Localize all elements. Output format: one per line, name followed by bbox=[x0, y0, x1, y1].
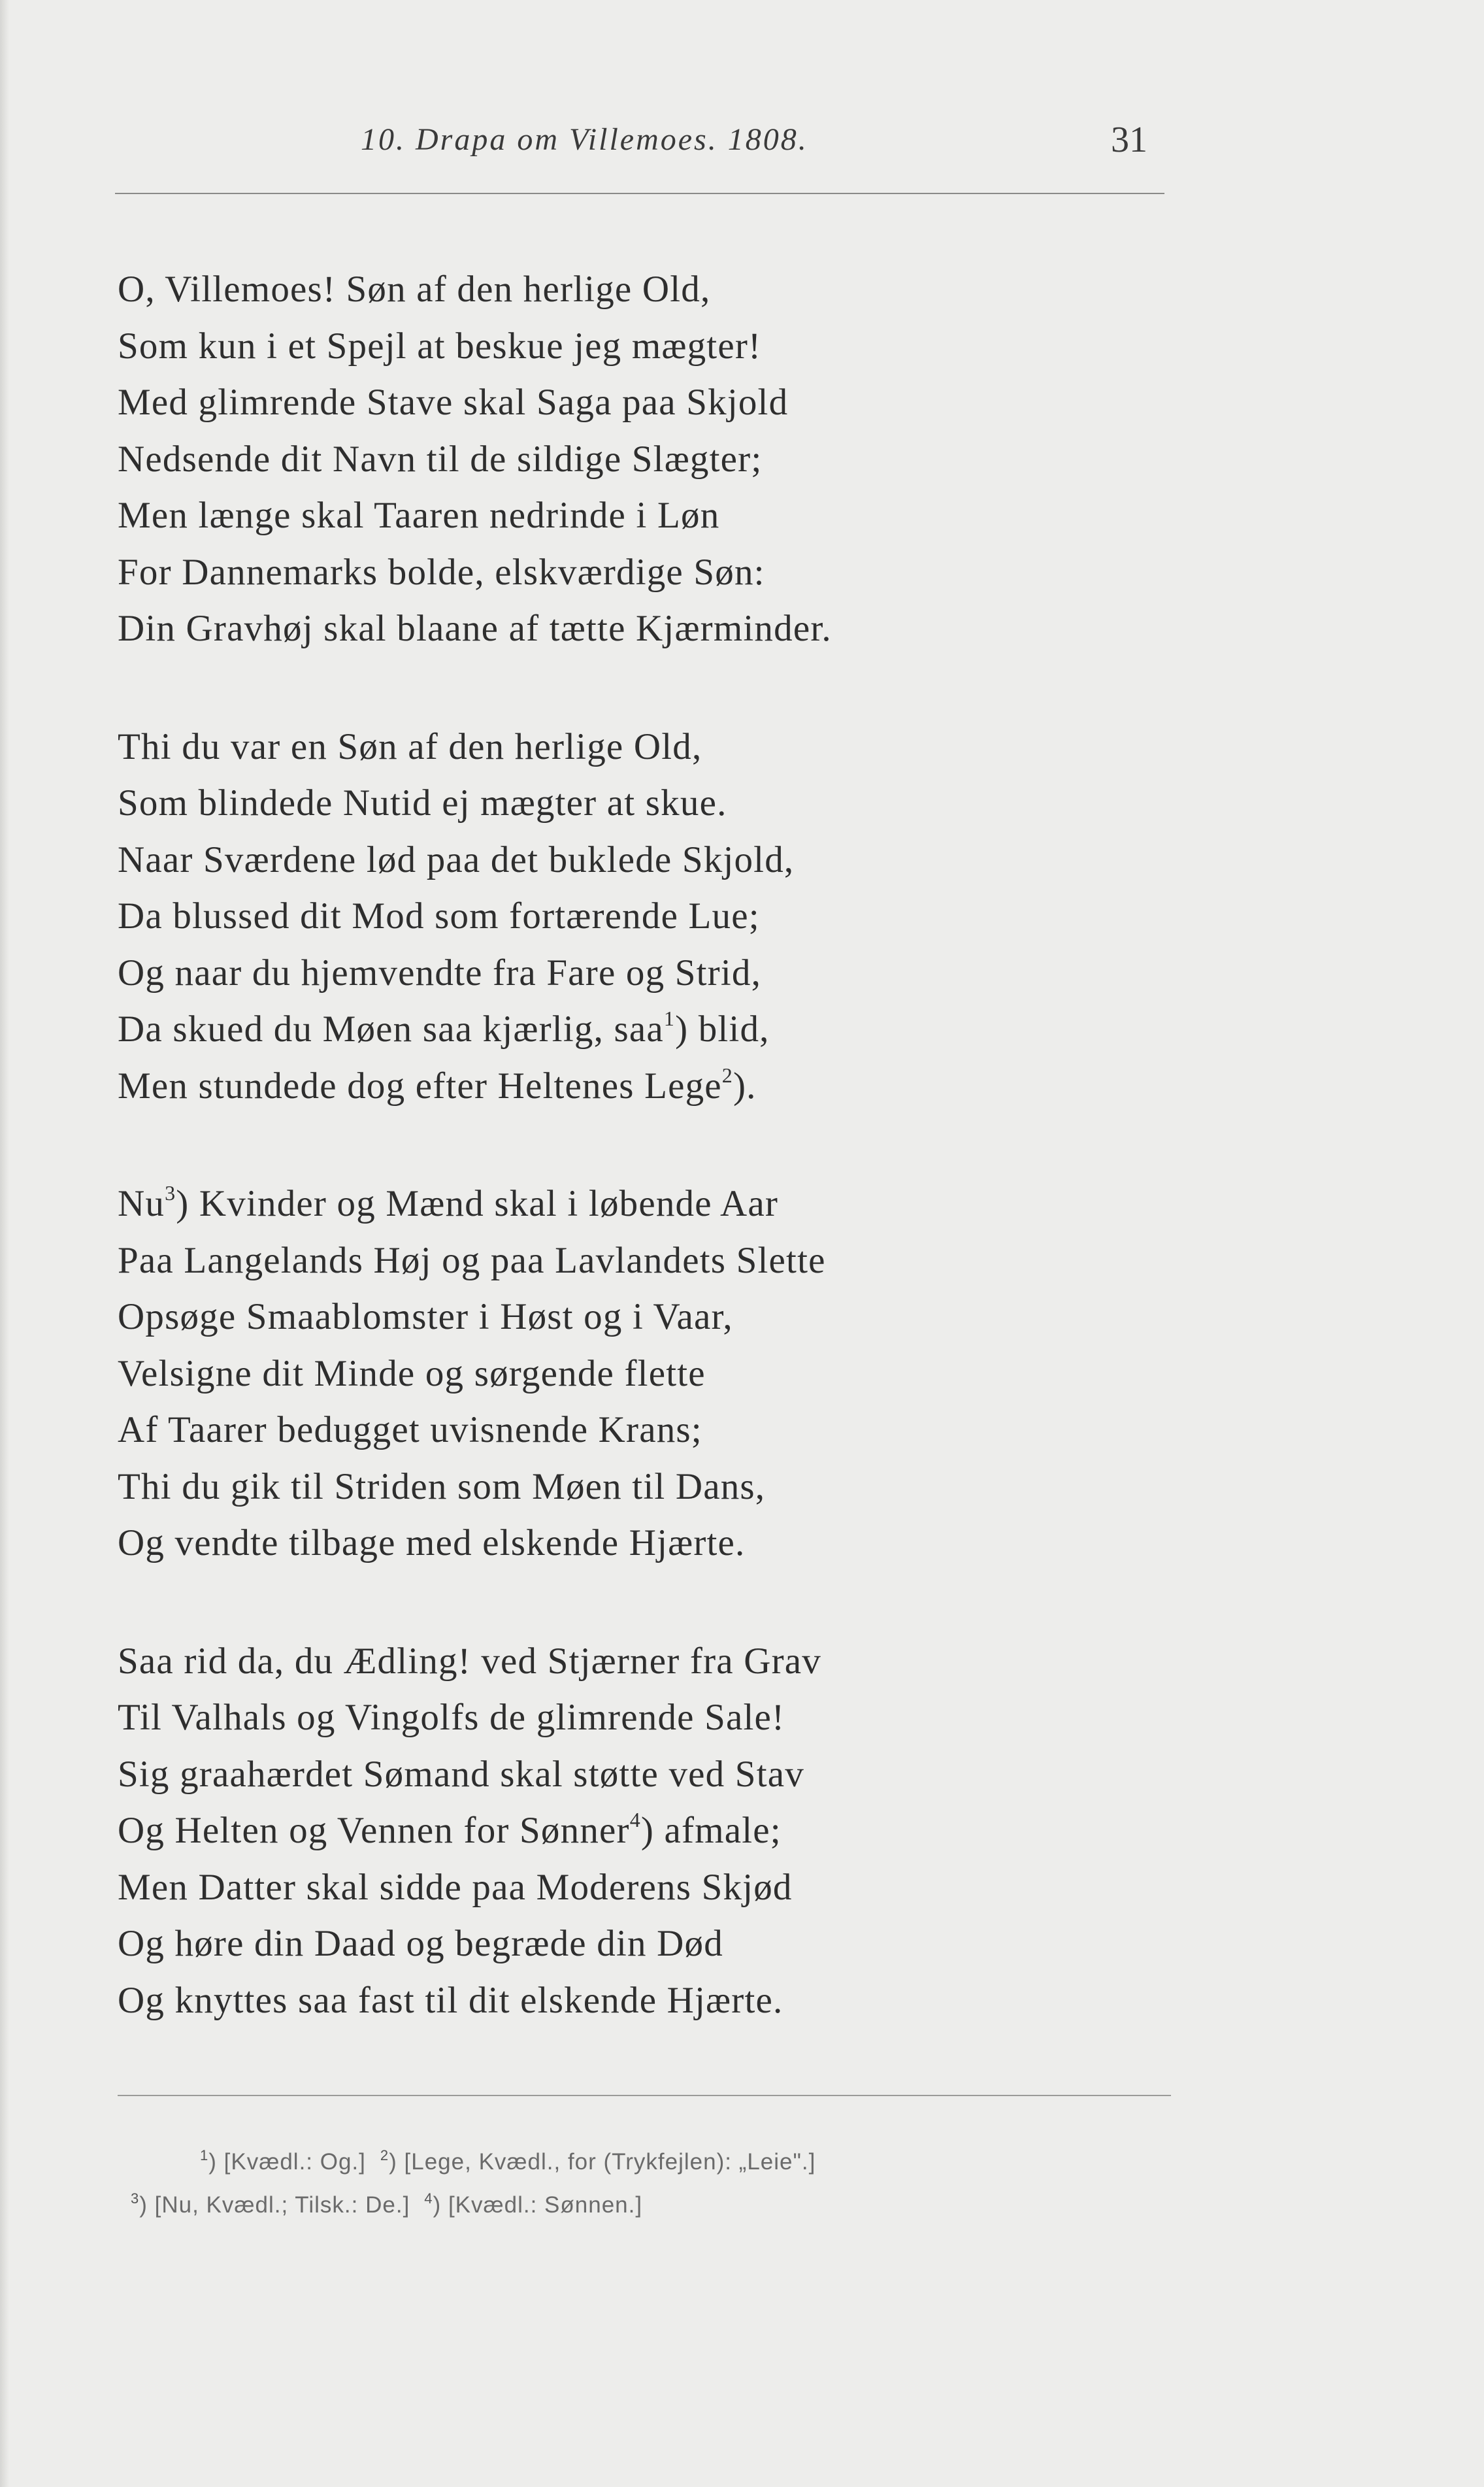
verse-line: Men længe skal Taaren nedrinde i Løn bbox=[118, 495, 720, 536]
footnote-reference: 2 bbox=[721, 1063, 733, 1087]
verse-line: Naar Sværdene lød paa det buklede Skjold, bbox=[118, 839, 795, 880]
verse-line: Opsøge Smaablomster i Høst og i Vaar, bbox=[118, 1296, 733, 1337]
footnote-line-1: $^1$) [Kvædl.: Og.] $^2$) [Lege, Kvædl., for (Trykfejlen): „Leie".] bbox=[200, 2147, 816, 2175]
verse-line: Og vendte tilbage med elskende Hjærte. bbox=[118, 1522, 746, 1563]
poem-body bbox=[118, 261, 1196, 2090]
footnote-text-1: [Kvædl.: Og.] bbox=[223, 2149, 366, 2175]
running-header bbox=[0, 122, 1484, 174]
footnote-reference: 1 bbox=[663, 1007, 676, 1030]
verse-line: Din Gravhøj skal blaane af tætte Kjærminder. bbox=[118, 608, 832, 649]
footnote-mark-1: 1 bbox=[200, 2147, 209, 2163]
footnote-text-2: [Lege, Kvædl., for (Trykfejlen): „Leie".] bbox=[404, 2149, 816, 2175]
verse-line: Som kun i et Spejl at beskue jeg mægter! bbox=[118, 325, 762, 367]
header-rule bbox=[115, 193, 1164, 194]
verse-line: Af Taarer bedugget uvisnende Krans; bbox=[118, 1409, 702, 1450]
stanza bbox=[118, 719, 1196, 1115]
verse-line: Og naar du hjemvendte fra Fare og Strid, bbox=[118, 952, 762, 993]
footnotes bbox=[131, 2141, 1242, 2227]
verse-line: Og høre din Daad og begræde din Død bbox=[118, 1923, 723, 1964]
page-number: 31 bbox=[1111, 120, 1147, 160]
verse-line: Saa rid da, du Ædling! ved Stjærner fra Grav bbox=[118, 1640, 821, 1682]
verse-line: Med glimrende Stave skal Saga paa Skjold bbox=[118, 382, 789, 423]
verse-line: Thi du gik til Striden som Møen til Dans, bbox=[118, 1465, 766, 1507]
verse-line: Da skued du Møen saa kjærlig, saa$^1$) blid, bbox=[118, 1007, 770, 1050]
verse-line: Til Valhals og Vingolfs de glimrende Sale! bbox=[118, 1697, 785, 1738]
verse-line: For Dannemarks bolde, elskværdige Søn: bbox=[118, 551, 765, 593]
verse-line: Som blindede Nutid ej mægter at skue. bbox=[118, 782, 727, 824]
verse-line: Da blussed dit Mod som fortærende Lue; bbox=[118, 895, 760, 937]
footnote-text-3: [Nu, Kvædl.; Tilsk.: De.] bbox=[154, 2192, 410, 2218]
footnote-rule bbox=[118, 2095, 1171, 2096]
verse-line: Nedsende dit Navn til de sildige Slægter; bbox=[118, 438, 763, 480]
verse-line: Thi du var en Søn af den herlige Old, bbox=[118, 726, 702, 767]
page-gutter-shadow bbox=[0, 0, 9, 2487]
footnote-reference: 4 bbox=[629, 1808, 641, 1831]
verse-line: Nu$^3$) Kvinder og Mænd skal i løbende Aar bbox=[118, 1181, 779, 1224]
verse-line: Men Datter skal sidde paa Moderens Skjød bbox=[118, 1866, 793, 1908]
verse-line: Paa Langelands Høj og paa Lavlandets Slette bbox=[118, 1239, 826, 1281]
stanza bbox=[118, 261, 1196, 658]
verse-line: Sig graahærdet Sømand skal støtte ved Stav bbox=[118, 1753, 804, 1795]
footnote-text-4: [Kvædl.: Sønnen.] bbox=[448, 2192, 643, 2218]
verse-line: Og knyttes saa fast til dit elskende Hjærte. bbox=[118, 1979, 783, 2021]
footnote-mark-4: 4 bbox=[424, 2190, 433, 2207]
stanza bbox=[118, 1176, 1196, 1572]
footnote-mark-2: 2 bbox=[380, 2147, 389, 2163]
verse-line: Velsigne dit Minde og sørgende flette bbox=[118, 1352, 706, 1394]
verse-line: O, Villemoes! Søn af den herlige Old, bbox=[118, 269, 711, 310]
footnote-line-2: $^3$) [Nu, Kvædl.; Tilsk.: De.] $^4$) [Kvædl.: Sønnen.] bbox=[131, 2190, 643, 2218]
verse-line: Men stundede dog efter Heltenes Lege$^2$). bbox=[118, 1063, 757, 1107]
footnote-reference: 3 bbox=[165, 1181, 176, 1205]
verse-line: Og Helten og Vennen for Sønner$^4$) afmale; bbox=[118, 1808, 782, 1851]
stanza bbox=[118, 1633, 1196, 2029]
running-title: 10. Drapa om Villemoes. 1808. bbox=[361, 122, 808, 157]
footnote-mark-3: 3 bbox=[131, 2190, 140, 2207]
